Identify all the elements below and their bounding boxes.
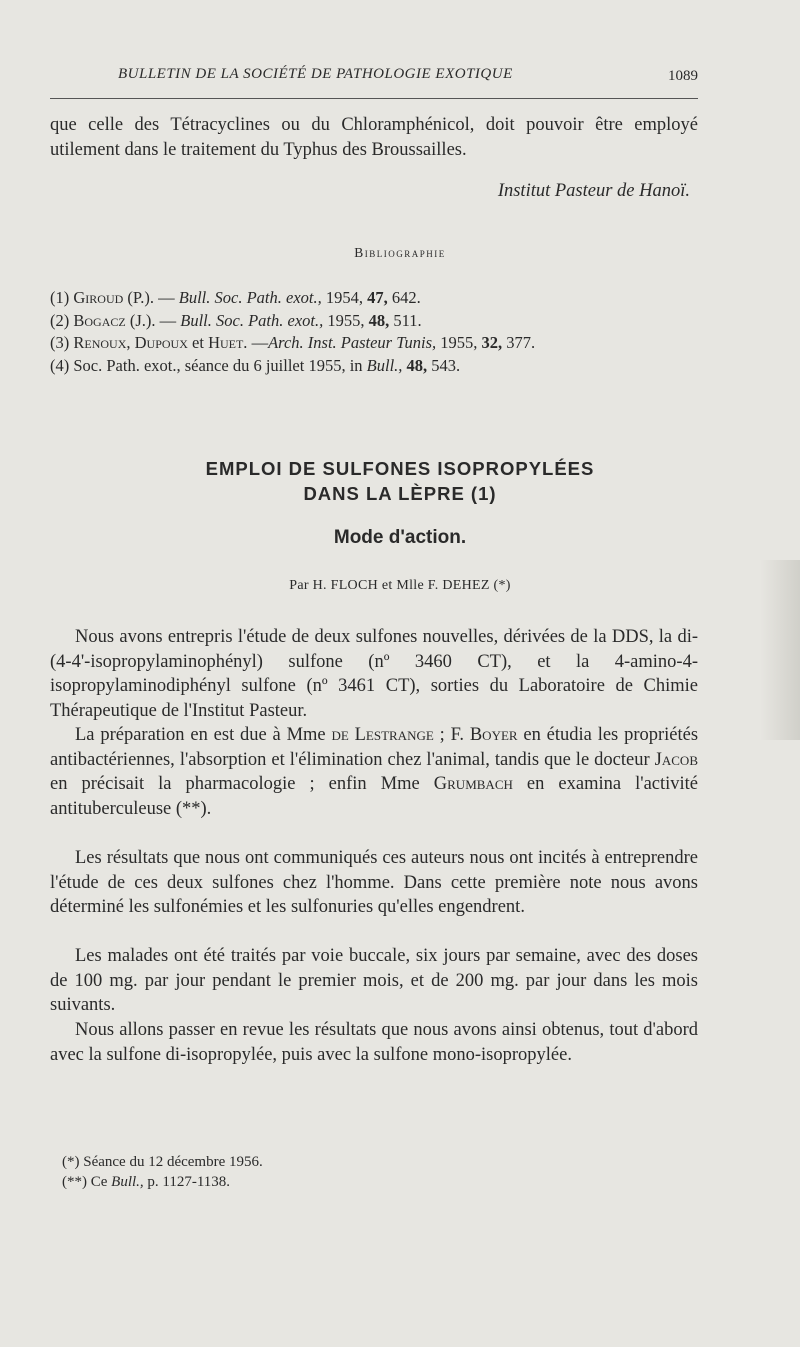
body-paragraph: Les malades ont été traités par voie buccale, six jours par semaine, avec des doses de 100 mg. par jour pendant le premier mois, et de 200 mg. par jour dans les mois suivants. [50, 946, 698, 1015]
body-paragraph: Nous allons passer en revue les résultats que nous avons ainsi obtenus, tout d'abord avec la sulfone di-isopropylée, puis avec la sulfone mono-isopropylée. [50, 1020, 698, 1065]
article-title-line: DANS LA LÈPRE (1) [303, 483, 497, 504]
footnotes [62, 1152, 263, 1192]
institution-signature: Institut Pasteur de Hanoï. [497, 181, 690, 201]
footnote: (*) Séance du 12 décembre 1956. [62, 1154, 263, 1170]
reference-item: (2) Bogacz (J.). — Bull. Soc. Path. exot., 1955, 48, 511. [50, 310, 422, 330]
article-authors: Par H. FLOCH et Mlle F. DEHEZ (*) [289, 578, 511, 593]
running-title: BULLETIN DE LA SOCIÉTÉ DE PATHOLOGIE EXOTIQUE [118, 66, 513, 82]
intro-paragraph: que celle des Tétracyclines ou du Chloramphénicol, doit pouvoir être employé utilement dans le traitement du Typhus des Broussailles. [50, 115, 698, 160]
reference-item: (3) Renoux, Dupoux et Huet. —Arch. Inst. Pasteur Tunis, 1955, 32, 377. [50, 333, 536, 352]
bibliography-list [50, 287, 750, 377]
reference-item: (1) Giroud (P.). — Bull. Soc. Path. exot., 1954, 47, 642. [50, 288, 421, 307]
reference-item: (4) Soc. Path. exot., séance du 6 juillet 1955, in Bull., 48, 543. [50, 355, 461, 375]
article-title-line: EMPLOI DE SULFONES ISOPROPYLÉES [205, 458, 595, 479]
article-subtitle: Mode d'action. [333, 527, 467, 548]
article-title [0, 456, 800, 506]
page-number: 1089 [668, 68, 698, 84]
body-paragraph: Nous avons entrepris l'étude de deux sulfones nouvelles, dérivées de la DDS, la di-(4-4'-isopropylaminophényl) sulfone (nº 3460 CT), et la 4-amino-4-isopropylaminodiphényl sulfone (nº 3461 CT), sorties du Laboratoire de Chimie Thérapeutique de l'Institut Pasteur. [50, 627, 698, 721]
footnote: (**) Ce Bull., p. 1127-1138. [62, 1174, 231, 1190]
body-paragraph: Les résultats que nous ont communiqués ces auteurs nous ont incités à entreprendre l'étude de ces deux sulfones chez l'homme. Dans cette première note nous avons déterminé les sulfonémies et les sulfonuries qu'elles engendrent. [50, 848, 698, 917]
bibliography-heading: Bibliographie [354, 245, 446, 260]
body-paragraph: La préparation en est due à Mme de Lestrange ; F. Boyer en étudia les propriétés antibactériennes, l'absorption et l'élimination chez l'animal, tandis que le docteur Jacob en précisait la pharmacologie ; enfin Mme Grumbach en examina l'activité antituberculeuse (**). [50, 725, 699, 819]
page-header [50, 66, 698, 99]
